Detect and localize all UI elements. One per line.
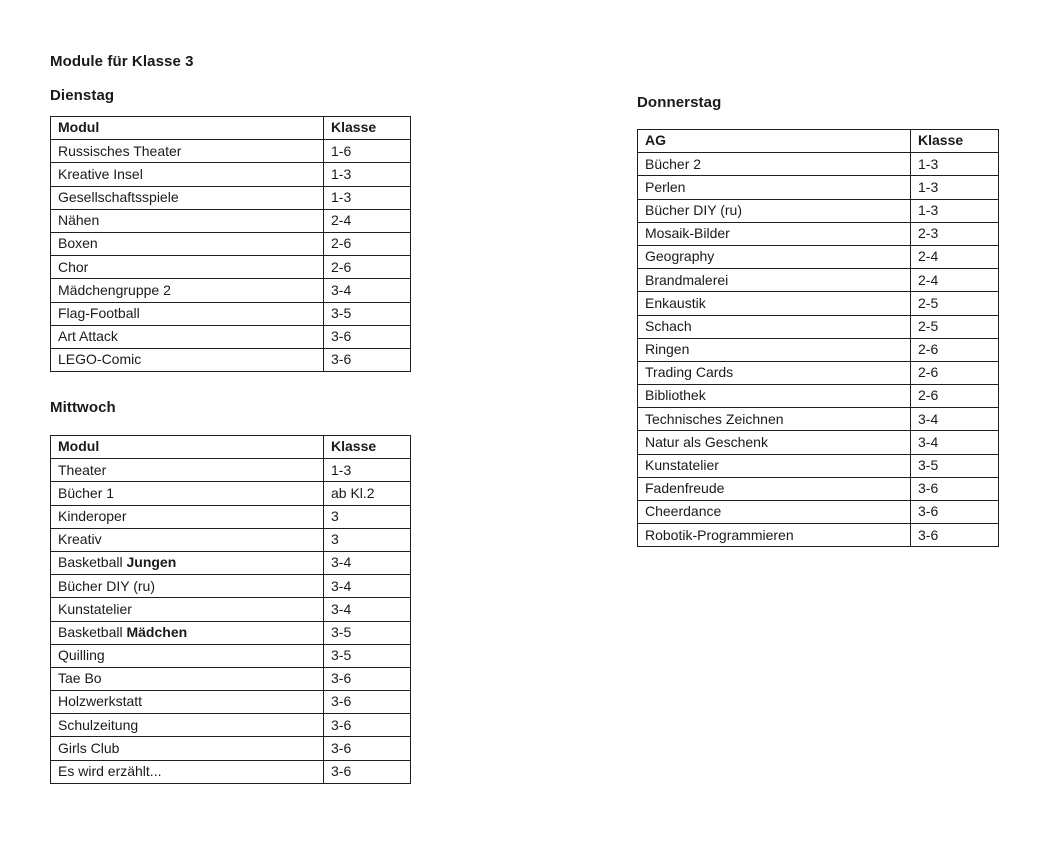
module-name-text: Enkaustik (645, 294, 706, 311)
module-name-cell (51, 302, 324, 325)
module-name-cell (51, 598, 324, 621)
table-row (51, 140, 411, 163)
klasse-cell: 3-5 (324, 302, 411, 325)
page-title: Module für Klasse 3 (50, 53, 194, 70)
table-header-row (51, 436, 411, 459)
module-name-cell (638, 222, 911, 245)
module-name-text: Schulzeitung (58, 716, 139, 733)
module-name-cell (51, 714, 324, 737)
table-row (638, 385, 999, 408)
klasse-cell: 2-5 (911, 292, 999, 315)
module-name-text: Chor (58, 258, 89, 275)
module-name-cell (51, 644, 324, 667)
module-name-cell (638, 269, 911, 292)
module-name-text: Mosaik-Bilder (645, 225, 730, 242)
mittwoch-table (50, 435, 411, 784)
module-name-cell (638, 338, 911, 361)
table-row (638, 524, 999, 547)
module-name-cell (51, 482, 324, 505)
table-row (638, 477, 999, 500)
table-row (51, 667, 411, 690)
module-name-cell (638, 501, 911, 524)
module-name-cell (638, 431, 911, 454)
klasse-cell: 3-5 (324, 644, 411, 667)
section-heading-donnerstag: Donnerstag (637, 94, 722, 111)
klasse-cell: 1-3 (324, 163, 411, 186)
module-name-cell (51, 325, 324, 348)
table-row (51, 232, 411, 255)
klasse-cell: 2-6 (324, 232, 411, 255)
module-name-text: Tae Bo (58, 670, 102, 687)
section-heading-mittwoch: Mittwoch (50, 399, 116, 416)
klasse-cell: 3-5 (324, 621, 411, 644)
module-name-cell (638, 153, 911, 176)
module-name-cell (638, 199, 911, 222)
table-row (638, 431, 999, 454)
table-row (51, 737, 411, 760)
table-row (51, 760, 411, 783)
column-header: Klasse (324, 117, 411, 140)
module-name-cell (638, 477, 911, 500)
klasse-cell: 1-3 (324, 186, 411, 209)
klasse-cell: 3-6 (911, 524, 999, 547)
table-row (51, 302, 411, 325)
column-header: AG (638, 130, 911, 153)
klasse-cell: 3-6 (324, 667, 411, 690)
module-name-text: Flag-Football (58, 304, 140, 321)
klasse-cell: 3-6 (324, 325, 411, 348)
module-name-cell (51, 691, 324, 714)
module-name-text: Nähen (58, 212, 100, 229)
module-name-bold-text: Mädchen (126, 623, 188, 640)
module-name-cell (638, 315, 911, 338)
module-name-text: Quilling (58, 647, 105, 664)
module-name-text: Es wird erzählt... (58, 763, 162, 780)
table-header-row (51, 117, 411, 140)
table-row (51, 714, 411, 737)
klasse-cell: 3-4 (911, 408, 999, 431)
klasse-cell: 2-4 (911, 269, 999, 292)
module-name-cell (638, 524, 911, 547)
table-row (51, 575, 411, 598)
module-name-text: Ringen (645, 341, 690, 358)
klasse-cell: 3-4 (324, 598, 411, 621)
table-row (51, 209, 411, 232)
klasse-cell: 2-4 (911, 245, 999, 268)
klasse-cell: 3-6 (911, 501, 999, 524)
module-name-cell (51, 621, 324, 644)
table-row (638, 292, 999, 315)
module-name-cell (51, 528, 324, 551)
klasse-cell: 3-4 (911, 431, 999, 454)
module-name-text: Russisches Theater (58, 142, 182, 159)
klasse-cell: 3-4 (324, 575, 411, 598)
table-row (51, 505, 411, 528)
table-row (638, 338, 999, 361)
table-row (51, 163, 411, 186)
module-name-cell (51, 232, 324, 255)
module-name-cell (51, 760, 324, 783)
module-name-cell (638, 176, 911, 199)
module-name-cell (51, 348, 324, 371)
klasse-cell: 3-5 (911, 454, 999, 477)
module-name-cell (51, 186, 324, 209)
klasse-cell: 1-3 (911, 176, 999, 199)
mittwoch-table-container (50, 435, 411, 784)
module-name-text: Brandmalerei (645, 271, 729, 288)
table-row (51, 348, 411, 371)
module-name-text: Bücher DIY (ru) (645, 201, 742, 218)
module-name-text: Mädchengruppe 2 (58, 281, 171, 298)
table-row (638, 361, 999, 384)
module-name-cell (51, 140, 324, 163)
table-row (638, 269, 999, 292)
module-name-text: Art Attack (58, 328, 118, 345)
klasse-cell: 2-6 (324, 256, 411, 279)
table-row (51, 551, 411, 574)
section-heading-dienstag: Dienstag (50, 87, 115, 104)
klasse-cell: 3-6 (324, 714, 411, 737)
module-name-cell (51, 551, 324, 574)
klasse-cell: 2-6 (911, 361, 999, 384)
table-row (638, 501, 999, 524)
module-name-text: Boxen (58, 235, 98, 252)
klasse-cell: 1-3 (911, 153, 999, 176)
module-name-text: Kunstatelier (645, 457, 719, 474)
module-name-text: Theater (58, 461, 107, 478)
module-name-text: Holzwerkstatt (58, 693, 143, 710)
module-name-text: Natur als Geschenk (645, 433, 768, 450)
module-name-cell (51, 279, 324, 302)
module-name-text: Basketball (58, 554, 127, 571)
table-row (638, 153, 999, 176)
table-row (638, 176, 999, 199)
klasse-cell: ab Kl.2 (324, 482, 411, 505)
table-row (51, 621, 411, 644)
module-name-text: Basketball (58, 623, 127, 640)
table-row (51, 256, 411, 279)
table-row (51, 598, 411, 621)
dienstag-table (50, 116, 411, 372)
module-name-text: Girls Club (58, 739, 120, 756)
klasse-cell: 2-3 (911, 222, 999, 245)
column-header: Klasse (324, 436, 411, 459)
table-row (51, 279, 411, 302)
module-name-text: Gesellschaftsspiele (58, 188, 179, 205)
klasse-cell: 3-6 (324, 348, 411, 371)
module-name-text: Kreative Insel (58, 165, 143, 182)
module-name-cell (638, 408, 911, 431)
table-row (638, 245, 999, 268)
module-name-text: Kinderoper (58, 507, 127, 524)
klasse-cell: 3 (324, 528, 411, 551)
module-name-text: Geography (645, 248, 715, 265)
module-name-cell (638, 361, 911, 384)
klasse-cell: 3 (324, 505, 411, 528)
module-name-cell (638, 385, 911, 408)
module-name-bold-text: Jungen (126, 554, 177, 571)
module-name-text: Bücher 2 (645, 155, 702, 172)
module-name-text: Kunstatelier (58, 600, 132, 617)
module-name-cell (51, 505, 324, 528)
table-row (51, 186, 411, 209)
module-name-text: Bücher 1 (58, 484, 115, 501)
klasse-cell: 2-5 (911, 315, 999, 338)
klasse-cell: 2-4 (324, 209, 411, 232)
klasse-cell: 3-6 (324, 691, 411, 714)
module-name-text: Fadenfreude (645, 480, 725, 497)
klasse-cell: 1-6 (324, 140, 411, 163)
module-name-cell (51, 459, 324, 482)
module-name-cell (51, 667, 324, 690)
table-row (51, 691, 411, 714)
module-name-cell (638, 245, 911, 268)
klasse-cell: 3-4 (324, 279, 411, 302)
module-name-text: Cheerdance (645, 503, 722, 520)
module-name-cell (51, 163, 324, 186)
module-name-text: Trading Cards (645, 364, 734, 381)
klasse-cell: 2-6 (911, 385, 999, 408)
module-name-text: Bücher DIY (ru) (58, 577, 155, 594)
table-header-row (638, 130, 999, 153)
table-row (51, 325, 411, 348)
module-name-text: Perlen (645, 178, 686, 195)
module-name-text: Bibliothek (645, 387, 706, 404)
module-name-text: LEGO-Comic (58, 351, 142, 368)
klasse-cell: 3-6 (911, 477, 999, 500)
module-name-cell (51, 209, 324, 232)
table-row (51, 482, 411, 505)
module-name-text: Kreativ (58, 531, 102, 548)
module-name-cell (51, 575, 324, 598)
klasse-cell: 1-3 (324, 459, 411, 482)
table-row (638, 199, 999, 222)
klasse-cell: 1-3 (911, 199, 999, 222)
module-name-cell (51, 737, 324, 760)
table-row (638, 222, 999, 245)
table-row (638, 454, 999, 477)
klasse-cell: 3-4 (324, 551, 411, 574)
module-name-cell (51, 256, 324, 279)
table-row (638, 315, 999, 338)
dienstag-table-container (50, 116, 411, 372)
table-row (51, 459, 411, 482)
table-row (51, 528, 411, 551)
module-name-text: Technisches Zeichnen (645, 410, 784, 427)
klasse-cell: 3-6 (324, 737, 411, 760)
table-row (638, 408, 999, 431)
module-name-text: Robotik-Programmieren (645, 526, 794, 543)
module-name-cell (638, 292, 911, 315)
column-header: Modul (51, 117, 324, 140)
klasse-cell: 2-6 (911, 338, 999, 361)
table-row (51, 644, 411, 667)
donnerstag-table-container (637, 129, 999, 547)
column-header: Klasse (911, 130, 999, 153)
column-header: Modul (51, 436, 324, 459)
klasse-cell: 3-6 (324, 760, 411, 783)
module-name-text: Schach (645, 317, 692, 334)
donnerstag-table (637, 129, 999, 547)
module-name-cell (638, 454, 911, 477)
